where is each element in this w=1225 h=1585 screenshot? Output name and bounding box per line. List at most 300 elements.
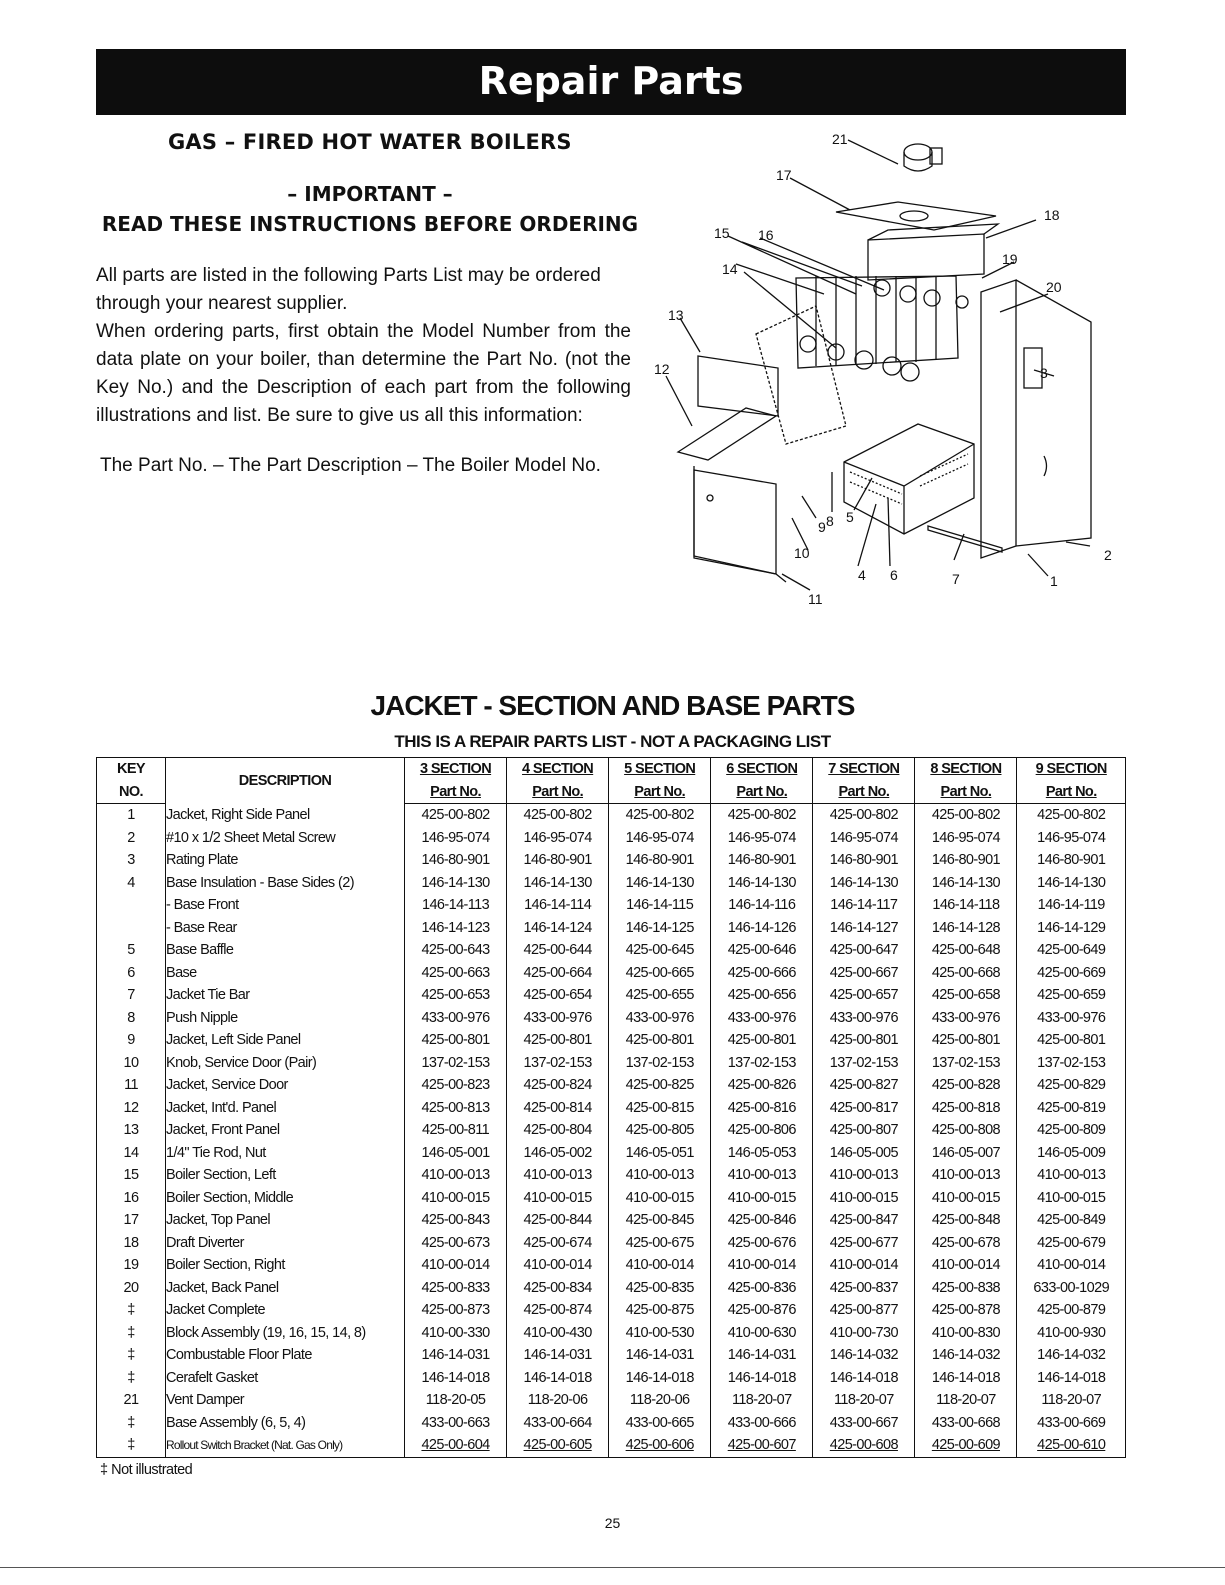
part-number-cell: 425-00-666 [711,962,813,985]
part-number-cell: 425-00-607 [711,1434,813,1457]
part-number-cell: 137-02-153 [915,1052,1017,1075]
part-number-cell: 118-20-06 [609,1389,711,1412]
part-number-cell: 410-00-014 [609,1254,711,1277]
part-number-cell: 425-00-817 [813,1097,915,1120]
part-number-cell: 425-00-658 [915,984,1017,1007]
part-number-cell: 146-14-018 [405,1367,507,1390]
part-number-cell: 425-00-805 [609,1119,711,1142]
part-number-cell: 425-00-874 [507,1299,609,1322]
part-number-cell: 425-00-667 [813,962,915,985]
part-number-cell: 146-14-116 [711,894,813,917]
table-row [97,1074,1126,1097]
table-row [97,872,1126,895]
callout-20: 20 [1046,279,1062,295]
part-number-cell: 425-00-606 [609,1434,711,1457]
part-number-cell: 425-00-802 [813,804,915,827]
key-cell: 19 [97,1254,166,1277]
part-number-cell: 425-00-649 [1017,939,1126,962]
parts-table [96,757,1126,1458]
key-cell: 3 [97,849,166,872]
table-row [97,804,1126,827]
part-number-cell: 146-80-901 [405,849,507,872]
part-number-cell: 146-14-125 [609,917,711,940]
part-number-cell: 433-00-976 [813,1007,915,1030]
part-number-cell: 425-00-834 [507,1277,609,1300]
description-cell: Jacket, Top Panel [166,1209,405,1232]
part-number-cell: 146-95-074 [711,827,813,850]
part-number-cell: 425-00-815 [609,1097,711,1120]
callout-1: 1 [1050,573,1058,589]
description-cell: Combustable Floor Plate [166,1344,405,1367]
part-number-cell: 146-14-130 [507,872,609,895]
section-header: 7 SECTION [813,758,915,781]
part-number-cell: 137-02-153 [1017,1052,1126,1075]
part-number-cell: 425-00-801 [711,1029,813,1052]
table-row [97,1142,1126,1165]
part-number-cell: 425-00-875 [609,1299,711,1322]
key-cell: ‡ [97,1434,166,1457]
description-cell: Jacket, Left Side Panel [166,1029,405,1052]
part-number-cell: 433-00-669 [1017,1412,1126,1435]
part-number-cell: 146-05-001 [405,1142,507,1165]
part-number-cell: 425-00-814 [507,1097,609,1120]
part-number-cell: 410-00-014 [507,1254,609,1277]
key-cell: 5 [97,939,166,962]
table-row [97,1187,1126,1210]
part-number-cell: 425-00-659 [1017,984,1126,1007]
part-number-cell: 146-14-117 [813,894,915,917]
callout-13: 13 [668,307,684,323]
part-number-cell: 425-00-644 [507,939,609,962]
part-number-cell: 146-05-007 [915,1142,1017,1165]
description-cell: Base Insulation - Base Sides (2) [166,872,405,895]
part-number-cell: 425-00-678 [915,1232,1017,1255]
part-number-cell: 146-14-018 [813,1367,915,1390]
part-number-cell: 146-80-901 [711,849,813,872]
part-number-cell: 146-14-127 [813,917,915,940]
part-number-cell: 425-00-647 [813,939,915,962]
part-number-cell: 146-14-130 [813,872,915,895]
part-number-cell: 425-00-823 [405,1074,507,1097]
key-cell: 17 [97,1209,166,1232]
intro-paragraph-3: The Part No. – The Part Description – The Boiler Model No. [100,455,601,476]
part-number-cell: 410-00-014 [405,1254,507,1277]
part-number-cell: 146-14-128 [915,917,1017,940]
part-number-cell: 146-14-123 [405,917,507,940]
part-number-cell: 146-14-018 [1017,1367,1126,1390]
key-cell: 2 [97,827,166,850]
table-row [97,1007,1126,1030]
part-number-cell: 425-00-669 [1017,962,1126,985]
part-number-cell: 410-00-730 [813,1322,915,1345]
part-number-cell: 433-00-976 [1017,1007,1126,1030]
part-number-cell: 425-00-835 [609,1277,711,1300]
part-number-cell: 433-00-666 [711,1412,813,1435]
table-row [97,1164,1126,1187]
part-no-header: Part No. [915,781,1017,804]
table-row [97,917,1126,940]
part-no-header: Part No. [711,781,813,804]
part-number-cell: 137-02-153 [711,1052,813,1075]
description-cell: Base Baffle [166,939,405,962]
part-number-cell: 146-14-018 [915,1367,1017,1390]
part-number-cell: 410-00-015 [609,1187,711,1210]
part-number-cell: 146-80-901 [1017,849,1126,872]
part-number-cell: 425-00-801 [813,1029,915,1052]
part-number-cell: 146-05-051 [609,1142,711,1165]
part-number-cell: 633-00-1029 [1017,1277,1126,1300]
part-number-cell: 425-00-802 [1017,804,1126,827]
description-cell: Jacket Complete [166,1299,405,1322]
part-number-cell: 146-80-901 [915,849,1017,872]
part-number-cell: 425-00-829 [1017,1074,1126,1097]
part-number-cell: 425-00-824 [507,1074,609,1097]
part-number-cell: 425-00-828 [915,1074,1017,1097]
part-number-cell: 425-00-673 [405,1232,507,1255]
part-number-cell: 146-95-074 [1017,827,1126,850]
table-row [97,1434,1126,1457]
part-no-header: Part No. [405,781,507,804]
part-number-cell: 137-02-153 [813,1052,915,1075]
intro-paragraph-2: When ordering parts, first obtain the Model Number from the data plate on your boiler, than determine the Part No. (not the Key No.) and the Description of each part from the following illustrations and list. Be sure to give us all this information: [96,321,631,426]
part-number-cell: 425-00-654 [507,984,609,1007]
part-number-cell: 425-00-674 [507,1232,609,1255]
key-cell [97,894,166,917]
part-no-header: Part No. [609,781,711,804]
table-row [97,1029,1126,1052]
callout-11: 11 [808,591,823,607]
part-number-cell: 425-00-668 [915,962,1017,985]
part-number-cell: 425-00-653 [405,984,507,1007]
part-number-cell: 425-00-847 [813,1209,915,1232]
callout-16: 16 [758,227,774,243]
part-number-cell: 425-00-811 [405,1119,507,1142]
part-number-cell: 146-05-005 [813,1142,915,1165]
table-row [97,1097,1126,1120]
key-cell: ‡ [97,1412,166,1435]
page-number: 25 [604,1515,621,1531]
callout-5: 5 [846,509,854,525]
part-number-cell: 425-00-826 [711,1074,813,1097]
description-cell: Boiler Section, Left [166,1164,405,1187]
part-number-cell: 410-00-013 [813,1164,915,1187]
key-cell: 6 [97,962,166,985]
table-row [97,984,1126,1007]
part-number-cell: 425-00-802 [609,804,711,827]
part-number-cell: 410-00-015 [405,1187,507,1210]
part-number-cell: 425-00-878 [915,1299,1017,1322]
banner-title: Repair Parts [478,59,744,103]
table-row [97,1344,1126,1367]
part-number-cell: 146-14-018 [711,1367,813,1390]
part-number-cell: 425-00-679 [1017,1232,1126,1255]
key-cell [97,917,166,940]
part-number-cell: 146-14-130 [1017,872,1126,895]
part-number-cell: 425-00-663 [405,962,507,985]
callout-7: 7 [952,571,960,587]
description-cell: Base [166,962,405,985]
part-number-cell: 146-14-018 [507,1367,609,1390]
part-number-cell: 425-00-608 [813,1434,915,1457]
key-cell: 12 [97,1097,166,1120]
table-row [97,1209,1126,1232]
part-number-cell: 146-14-115 [609,894,711,917]
part-number-cell: 410-00-430 [507,1322,609,1345]
part-number-cell: 425-00-656 [711,984,813,1007]
part-number-cell: 146-14-113 [405,894,507,917]
key-cell: 15 [97,1164,166,1187]
table-row [97,1254,1126,1277]
part-number-cell: 433-00-976 [609,1007,711,1030]
callout-6: 6 [890,567,898,583]
part-number-cell: 433-00-663 [405,1412,507,1435]
parts-table-title: JACKET - SECTION AND BASE PARTS [370,690,855,721]
key-no-header: NO. [97,781,166,804]
part-number-cell: 425-00-843 [405,1209,507,1232]
part-number-cell: 425-00-609 [915,1434,1017,1457]
part-no-header: Part No. [507,781,609,804]
part-number-cell: 425-00-836 [711,1277,813,1300]
part-number-cell: 425-00-675 [609,1232,711,1255]
callout-21: 21 [832,131,848,147]
part-number-cell: 425-00-809 [1017,1119,1126,1142]
not-illustrated-footnote: ‡ Not illustrated [100,1462,193,1478]
table-row [97,1412,1126,1435]
part-number-cell: 410-00-013 [711,1164,813,1187]
key-cell: 21 [97,1389,166,1412]
key-cell: ‡ [97,1344,166,1367]
read-instructions-heading: READ THESE INSTRUCTIONS BEFORE ORDERING [101,212,639,236]
part-number-cell: 425-00-804 [507,1119,609,1142]
part-number-cell: 146-05-053 [711,1142,813,1165]
table-row [97,1389,1126,1412]
section-header: 8 SECTION [915,758,1017,781]
part-number-cell: 146-14-031 [507,1344,609,1367]
part-number-cell: 425-00-808 [915,1119,1017,1142]
part-number-cell: 410-00-014 [813,1254,915,1277]
part-number-cell: 410-00-013 [609,1164,711,1187]
table-row [97,849,1126,872]
description-cell: Jacket, Int'd. Panel [166,1097,405,1120]
boiler-type-heading: GAS – FIRED HOT WATER BOILERS [168,130,572,154]
part-number-cell: 425-00-801 [609,1029,711,1052]
part-number-cell: 425-00-604 [405,1434,507,1457]
part-number-cell: 425-00-801 [915,1029,1017,1052]
description-cell: Boiler Section, Right [166,1254,405,1277]
part-number-cell: 425-00-802 [711,804,813,827]
callout-10: 10 [794,545,810,561]
table-row [97,1277,1126,1300]
table-row [97,1232,1126,1255]
table-row [97,939,1126,962]
description-cell: Jacket, Right Side Panel [166,804,405,827]
intro-paragraph-1: All parts are listed in the following Parts List may be ordered through your nearest supplier. [96,265,601,314]
part-number-cell: 146-80-901 [813,849,915,872]
callout-4: 4 [858,567,866,583]
part-number-cell: 425-00-801 [1017,1029,1126,1052]
part-number-cell: 410-00-330 [405,1322,507,1345]
part-number-cell: 137-02-153 [609,1052,711,1075]
part-number-cell: 146-14-114 [507,894,609,917]
part-number-cell: 410-00-015 [813,1187,915,1210]
callout-14: 14 [722,261,738,277]
part-number-cell: 425-00-802 [915,804,1017,827]
table-row [97,1299,1126,1322]
part-number-cell: 410-00-015 [1017,1187,1126,1210]
description-cell: - Base Rear [166,917,405,940]
parts-table-subtitle: THIS IS A REPAIR PARTS LIST - NOT A PACKAGING LIST [394,732,831,751]
part-number-cell: 425-00-848 [915,1209,1017,1232]
part-number-cell: 146-14-130 [915,872,1017,895]
part-number-cell: 433-00-976 [711,1007,813,1030]
description-cell: Knob, Service Door (Pair) [166,1052,405,1075]
part-number-cell: 425-00-657 [813,984,915,1007]
part-number-cell: 425-00-816 [711,1097,813,1120]
part-number-cell: 433-00-665 [609,1412,711,1435]
callout-19: 19 [1002,251,1018,267]
part-number-cell: 433-00-976 [507,1007,609,1030]
part-number-cell: 425-00-801 [507,1029,609,1052]
part-number-cell: 425-00-876 [711,1299,813,1322]
parts-table-body [97,804,1126,1458]
section-header: 6 SECTION [711,758,813,781]
table-row [97,1367,1126,1390]
part-number-cell: 410-00-015 [507,1187,609,1210]
part-number-cell: 425-00-807 [813,1119,915,1142]
key-cell: ‡ [97,1367,166,1390]
part-number-cell: 146-14-031 [711,1344,813,1367]
part-number-cell: 146-14-032 [813,1344,915,1367]
description-cell: Cerafelt Gasket [166,1367,405,1390]
part-number-cell: 433-00-664 [507,1412,609,1435]
part-number-cell: 425-00-677 [813,1232,915,1255]
part-number-cell: 410-00-013 [1017,1164,1126,1187]
table-row [97,1119,1126,1142]
part-number-cell: 410-00-830 [915,1322,1017,1345]
part-number-cell: 425-00-806 [711,1119,813,1142]
part-number-cell: 146-80-901 [609,849,711,872]
part-number-cell: 146-95-074 [609,827,711,850]
description-cell: 1/4" Tie Rod, Nut [166,1142,405,1165]
description-cell: Block Assembly (19, 16, 15, 14, 8) [166,1322,405,1345]
part-number-cell: 425-00-849 [1017,1209,1126,1232]
callout-8: 8 [826,513,834,529]
part-number-cell: 118-20-07 [711,1389,813,1412]
part-number-cell: 425-00-646 [711,939,813,962]
key-cell: 10 [97,1052,166,1075]
key-cell: 16 [97,1187,166,1210]
part-number-cell: 425-00-827 [813,1074,915,1097]
part-number-cell: 146-14-118 [915,894,1017,917]
callout-12: 12 [654,361,670,377]
description-cell: Vent Damper [166,1389,405,1412]
part-number-cell: 146-14-032 [1017,1344,1126,1367]
section-header: 5 SECTION [609,758,711,781]
part-number-cell: 425-00-605 [507,1434,609,1457]
part-number-cell: 425-00-665 [609,962,711,985]
part-number-cell: 425-00-879 [1017,1299,1126,1322]
important-heading: – IMPORTANT – [287,182,453,206]
part-number-cell: 410-00-930 [1017,1322,1126,1345]
part-number-cell: 410-00-014 [711,1254,813,1277]
part-number-cell: 146-14-129 [1017,917,1126,940]
part-number-cell: 146-95-074 [813,827,915,850]
key-cell: 18 [97,1232,166,1255]
part-number-cell: 146-14-130 [711,872,813,895]
part-number-cell: 146-14-130 [405,872,507,895]
part-number-cell: 425-00-802 [507,804,609,827]
part-number-cell: 410-00-014 [915,1254,1017,1277]
description-cell: Draft Diverter [166,1232,405,1255]
part-number-cell: 425-00-645 [609,939,711,962]
part-number-cell: 410-00-013 [507,1164,609,1187]
key-cell: 14 [97,1142,166,1165]
description-header: DESCRIPTION [166,758,405,804]
part-number-cell: 146-80-901 [507,849,609,872]
callout-18: 18 [1044,207,1060,223]
part-number-cell: 118-20-07 [813,1389,915,1412]
part-number-cell: 146-14-031 [609,1344,711,1367]
part-number-cell: 146-14-031 [405,1344,507,1367]
part-number-cell: 433-00-667 [813,1412,915,1435]
part-number-cell: 425-00-648 [915,939,1017,962]
part-number-cell: 425-00-818 [915,1097,1017,1120]
key-cell: ‡ [97,1299,166,1322]
part-number-cell: 410-00-630 [711,1322,813,1345]
part-number-cell: 425-00-844 [507,1209,609,1232]
table-row [97,827,1126,850]
key-cell: 9 [97,1029,166,1052]
part-number-cell: 425-00-610 [1017,1434,1126,1457]
key-cell: 8 [97,1007,166,1030]
description-cell: Push Nipple [166,1007,405,1030]
callout-17: 17 [776,167,792,183]
callout-15: 15 [714,225,730,241]
table-row [97,1052,1126,1075]
part-number-cell: 425-00-655 [609,984,711,1007]
part-number-cell: 425-00-846 [711,1209,813,1232]
description-cell: Jacket, Service Door [166,1074,405,1097]
part-number-cell: 425-00-838 [915,1277,1017,1300]
description-cell: Boiler Section, Middle [166,1187,405,1210]
key-cell: 11 [97,1074,166,1097]
part-no-header: Part No. [1017,781,1126,804]
part-number-cell: 410-00-013 [405,1164,507,1187]
part-number-cell: 146-95-074 [507,827,609,850]
part-number-cell: 146-14-124 [507,917,609,940]
part-number-cell: 433-00-668 [915,1412,1017,1435]
bottom-rule [0,1567,1225,1568]
description-cell: Rollout Switch Bracket (Nat. Gas Only) [166,1434,405,1457]
section-header: 3 SECTION [405,758,507,781]
part-number-cell: 425-00-877 [813,1299,915,1322]
part-number-cell: 425-00-802 [405,804,507,827]
key-cell: ‡ [97,1322,166,1345]
part-number-cell: 146-95-074 [915,827,1017,850]
description-cell: Jacket, Front Panel [166,1119,405,1142]
part-number-cell: 410-00-015 [915,1187,1017,1210]
repair-parts-banner [96,49,1126,115]
part-number-cell: 118-20-07 [1017,1389,1126,1412]
part-number-cell: 137-02-153 [405,1052,507,1075]
description-cell: Jacket Tie Bar [166,984,405,1007]
part-number-cell: 410-00-015 [711,1187,813,1210]
key-cell: 1 [97,804,166,827]
key-header: KEY [97,758,166,781]
part-number-cell: 146-14-032 [915,1344,1017,1367]
part-number-cell: 410-00-014 [1017,1254,1126,1277]
table-row [97,962,1126,985]
